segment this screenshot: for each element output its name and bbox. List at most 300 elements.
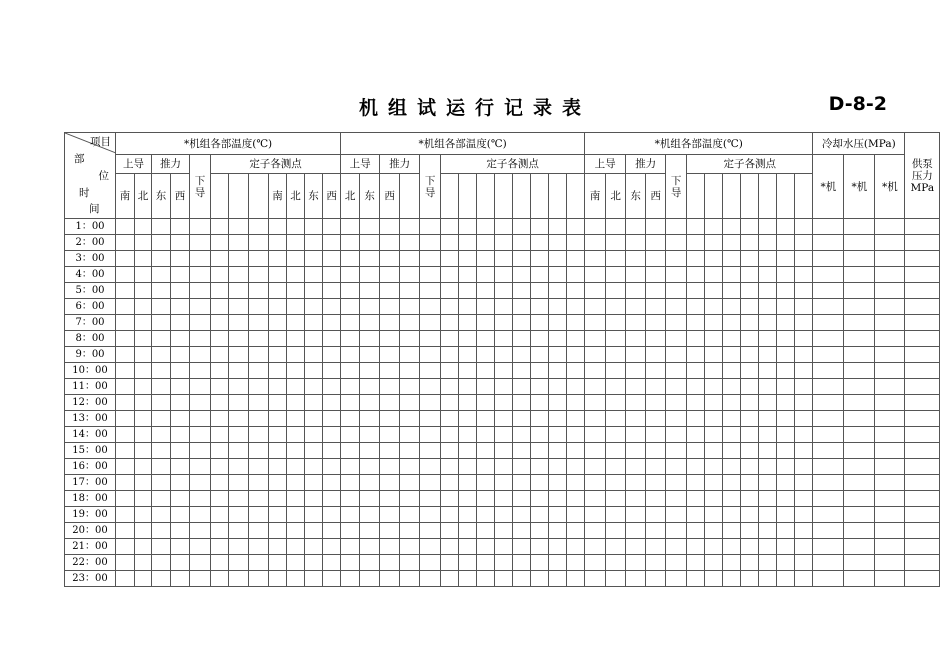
data-cell[interactable] [400,539,420,555]
data-cell[interactable] [875,523,905,539]
data-cell[interactable] [305,395,323,411]
data-cell[interactable] [567,347,585,363]
data-cell[interactable] [380,443,400,459]
data-cell[interactable] [606,555,626,571]
data-cell[interactable] [666,427,687,443]
data-cell[interactable] [459,219,477,235]
data-cell[interactable] [135,443,152,459]
data-cell[interactable] [759,443,777,459]
data-cell[interactable] [495,347,513,363]
data-cell[interactable] [190,379,211,395]
data-cell[interactable] [585,427,606,443]
data-cell[interactable] [795,283,813,299]
data-cell[interactable] [420,523,441,539]
data-cell[interactable] [585,395,606,411]
data-cell[interactable] [323,523,341,539]
data-cell[interactable] [705,507,723,523]
data-cell[interactable] [567,571,585,587]
data-cell[interactable] [626,443,646,459]
data-cell[interactable] [567,219,585,235]
data-cell[interactable] [190,555,211,571]
data-cell[interactable] [269,555,287,571]
data-cell[interactable] [190,523,211,539]
data-cell[interactable] [626,395,646,411]
data-cell[interactable] [190,299,211,315]
data-cell[interactable] [777,235,795,251]
data-cell[interactable] [116,491,135,507]
data-cell[interactable] [705,283,723,299]
data-cell[interactable] [360,539,380,555]
data-cell[interactable] [549,491,567,507]
data-cell[interactable] [229,555,249,571]
data-cell[interactable] [441,507,459,523]
data-cell[interactable] [420,539,441,555]
data-cell[interactable] [687,379,705,395]
data-cell[interactable] [626,571,646,587]
data-cell[interactable] [875,251,905,267]
data-cell[interactable] [360,299,380,315]
data-cell[interactable] [741,267,759,283]
data-cell[interactable] [420,475,441,491]
data-cell[interactable] [269,571,287,587]
data-cell[interactable] [666,491,687,507]
data-cell[interactable] [687,331,705,347]
data-cell[interactable] [844,491,875,507]
data-cell[interactable] [777,523,795,539]
data-cell[interactable] [844,267,875,283]
data-cell[interactable] [360,555,380,571]
data-cell[interactable] [567,395,585,411]
data-cell[interactable] [905,395,940,411]
data-cell[interactable] [606,251,626,267]
data-cell[interactable] [513,315,531,331]
data-cell[interactable] [813,539,844,555]
data-cell[interactable] [646,459,666,475]
data-cell[interactable] [759,235,777,251]
data-cell[interactable] [844,395,875,411]
data-cell[interactable] [459,395,477,411]
data-cell[interactable] [305,315,323,331]
data-cell[interactable] [400,555,420,571]
data-cell[interactable] [777,475,795,491]
data-cell[interactable] [626,427,646,443]
data-cell[interactable] [723,299,741,315]
data-cell[interactable] [249,283,269,299]
data-cell[interactable] [269,267,287,283]
data-cell[interactable] [135,363,152,379]
data-cell[interactable] [795,235,813,251]
data-cell[interactable] [606,219,626,235]
data-cell[interactable] [844,235,875,251]
data-cell[interactable] [513,491,531,507]
data-cell[interactable] [531,267,549,283]
data-cell[interactable] [741,331,759,347]
data-cell[interactable] [495,267,513,283]
data-cell[interactable] [495,219,513,235]
data-cell[interactable] [531,251,549,267]
data-cell[interactable] [190,571,211,587]
data-cell[interactable] [441,347,459,363]
data-cell[interactable] [152,331,171,347]
data-cell[interactable] [341,507,360,523]
data-cell[interactable] [513,555,531,571]
data-cell[interactable] [741,443,759,459]
data-cell[interactable] [687,299,705,315]
data-cell[interactable] [323,555,341,571]
data-cell[interactable] [723,459,741,475]
data-cell[interactable] [171,315,190,331]
data-cell[interactable] [116,283,135,299]
data-cell[interactable] [705,411,723,427]
data-cell[interactable] [813,507,844,523]
data-cell[interactable] [380,475,400,491]
data-cell[interactable] [211,379,229,395]
data-cell[interactable] [666,555,687,571]
data-cell[interactable] [477,571,495,587]
data-cell[interactable] [360,379,380,395]
data-cell[interactable] [705,235,723,251]
data-cell[interactable] [249,219,269,235]
data-cell[interactable] [400,331,420,347]
data-cell[interactable] [646,555,666,571]
data-cell[interactable] [905,299,940,315]
data-cell[interactable] [626,411,646,427]
data-cell[interactable] [705,427,723,443]
data-cell[interactable] [567,459,585,475]
data-cell[interactable] [341,315,360,331]
data-cell[interactable] [875,331,905,347]
data-cell[interactable] [531,443,549,459]
data-cell[interactable] [380,507,400,523]
data-cell[interactable] [905,283,940,299]
data-cell[interactable] [813,267,844,283]
data-cell[interactable] [323,379,341,395]
data-cell[interactable] [567,443,585,459]
data-cell[interactable] [229,411,249,427]
data-cell[interactable] [567,315,585,331]
data-cell[interactable] [116,347,135,363]
data-cell[interactable] [135,411,152,427]
data-cell[interactable] [513,523,531,539]
data-cell[interactable] [420,363,441,379]
data-cell[interactable] [513,347,531,363]
data-cell[interactable] [116,363,135,379]
data-cell[interactable] [723,283,741,299]
data-cell[interactable] [905,523,940,539]
data-cell[interactable] [687,347,705,363]
data-cell[interactable] [875,507,905,523]
data-cell[interactable] [626,459,646,475]
data-cell[interactable] [171,491,190,507]
data-cell[interactable] [549,507,567,523]
data-cell[interactable] [606,491,626,507]
data-cell[interactable] [844,379,875,395]
data-cell[interactable] [585,491,606,507]
data-cell[interactable] [229,331,249,347]
data-cell[interactable] [360,315,380,331]
data-cell[interactable] [269,299,287,315]
data-cell[interactable] [152,219,171,235]
data-cell[interactable] [549,523,567,539]
data-cell[interactable] [249,315,269,331]
data-cell[interactable] [646,363,666,379]
data-cell[interactable] [495,251,513,267]
data-cell[interactable] [441,411,459,427]
data-cell[interactable] [190,251,211,267]
data-cell[interactable] [420,443,441,459]
data-cell[interactable] [305,363,323,379]
data-cell[interactable] [795,539,813,555]
data-cell[interactable] [400,411,420,427]
data-cell[interactable] [777,379,795,395]
data-cell[interactable] [360,347,380,363]
data-cell[interactable] [400,443,420,459]
data-cell[interactable] [813,283,844,299]
data-cell[interactable] [687,571,705,587]
data-cell[interactable] [323,507,341,523]
data-cell[interactable] [531,475,549,491]
data-cell[interactable] [249,427,269,443]
data-cell[interactable] [531,507,549,523]
data-cell[interactable] [759,475,777,491]
data-cell[interactable] [360,523,380,539]
data-cell[interactable] [249,251,269,267]
data-cell[interactable] [666,219,687,235]
data-cell[interactable] [269,539,287,555]
data-cell[interactable] [305,331,323,347]
data-cell[interactable] [905,235,940,251]
data-cell[interactable] [666,459,687,475]
data-cell[interactable] [687,539,705,555]
data-cell[interactable] [705,267,723,283]
data-cell[interactable] [152,443,171,459]
data-cell[interactable] [759,539,777,555]
data-cell[interactable] [152,571,171,587]
data-cell[interactable] [741,299,759,315]
data-cell[interactable] [567,523,585,539]
data-cell[interactable] [211,363,229,379]
data-cell[interactable] [687,507,705,523]
data-cell[interactable] [171,251,190,267]
data-cell[interactable] [723,267,741,283]
data-cell[interactable] [249,363,269,379]
data-cell[interactable] [844,347,875,363]
data-cell[interactable] [116,395,135,411]
data-cell[interactable] [844,283,875,299]
data-cell[interactable] [135,299,152,315]
data-cell[interactable] [229,427,249,443]
data-cell[interactable] [229,571,249,587]
data-cell[interactable] [190,427,211,443]
data-cell[interactable] [606,507,626,523]
data-cell[interactable] [795,251,813,267]
data-cell[interactable] [795,363,813,379]
data-cell[interactable] [795,555,813,571]
data-cell[interactable] [585,331,606,347]
data-cell[interactable] [287,331,305,347]
data-cell[interactable] [135,395,152,411]
data-cell[interactable] [441,427,459,443]
data-cell[interactable] [666,571,687,587]
data-cell[interactable] [646,299,666,315]
data-cell[interactable] [531,555,549,571]
data-cell[interactable] [211,539,229,555]
data-cell[interactable] [152,347,171,363]
data-cell[interactable] [323,443,341,459]
data-cell[interactable] [400,235,420,251]
data-cell[interactable] [477,539,495,555]
data-cell[interactable] [229,539,249,555]
data-cell[interactable] [666,283,687,299]
data-cell[interactable] [135,427,152,443]
data-cell[interactable] [777,267,795,283]
data-cell[interactable] [305,459,323,475]
data-cell[interactable] [513,539,531,555]
data-cell[interactable] [459,411,477,427]
data-cell[interactable] [171,427,190,443]
data-cell[interactable] [585,379,606,395]
data-cell[interactable] [705,363,723,379]
data-cell[interactable] [305,267,323,283]
data-cell[interactable] [171,475,190,491]
data-cell[interactable] [269,459,287,475]
data-cell[interactable] [135,219,152,235]
data-cell[interactable] [777,539,795,555]
data-cell[interactable] [459,555,477,571]
data-cell[interactable] [135,571,152,587]
data-cell[interactable] [531,459,549,475]
data-cell[interactable] [795,347,813,363]
data-cell[interactable] [585,283,606,299]
data-cell[interactable] [269,507,287,523]
data-cell[interactable] [585,235,606,251]
data-cell[interactable] [495,235,513,251]
data-cell[interactable] [477,219,495,235]
data-cell[interactable] [666,411,687,427]
data-cell[interactable] [666,251,687,267]
data-cell[interactable] [549,219,567,235]
data-cell[interactable] [875,443,905,459]
data-cell[interactable] [360,475,380,491]
data-cell[interactable] [905,379,940,395]
data-cell[interactable] [287,523,305,539]
data-cell[interactable] [666,443,687,459]
data-cell[interactable] [844,251,875,267]
data-cell[interactable] [687,267,705,283]
data-cell[interactable] [116,427,135,443]
data-cell[interactable] [116,555,135,571]
data-cell[interactable] [441,523,459,539]
data-cell[interactable] [211,475,229,491]
data-cell[interactable] [116,507,135,523]
data-cell[interactable] [759,571,777,587]
data-cell[interactable] [287,555,305,571]
data-cell[interactable] [585,251,606,267]
data-cell[interactable] [323,427,341,443]
data-cell[interactable] [531,315,549,331]
data-cell[interactable] [441,299,459,315]
data-cell[interactable] [741,523,759,539]
data-cell[interactable] [211,395,229,411]
data-cell[interactable] [741,235,759,251]
data-cell[interactable] [380,427,400,443]
data-cell[interactable] [723,571,741,587]
data-cell[interactable] [723,395,741,411]
data-cell[interactable] [380,251,400,267]
data-cell[interactable] [513,331,531,347]
data-cell[interactable] [323,219,341,235]
data-cell[interactable] [705,443,723,459]
data-cell[interactable] [190,475,211,491]
data-cell[interactable] [305,235,323,251]
data-cell[interactable] [249,331,269,347]
data-cell[interactable] [135,267,152,283]
data-cell[interactable] [687,427,705,443]
data-cell[interactable] [380,235,400,251]
data-cell[interactable] [795,427,813,443]
data-cell[interactable] [441,571,459,587]
data-cell[interactable] [777,459,795,475]
data-cell[interactable] [567,427,585,443]
data-cell[interactable] [211,219,229,235]
data-cell[interactable] [380,539,400,555]
data-cell[interactable] [287,427,305,443]
data-cell[interactable] [606,427,626,443]
data-cell[interactable] [171,507,190,523]
data-cell[interactable] [495,395,513,411]
data-cell[interactable] [287,299,305,315]
data-cell[interactable] [549,299,567,315]
data-cell[interactable] [813,475,844,491]
data-cell[interactable] [626,363,646,379]
data-cell[interactable] [585,219,606,235]
data-cell[interactable] [477,523,495,539]
data-cell[interactable] [549,347,567,363]
data-cell[interactable] [495,315,513,331]
data-cell[interactable] [249,539,269,555]
data-cell[interactable] [813,363,844,379]
data-cell[interactable] [116,475,135,491]
data-cell[interactable] [875,539,905,555]
data-cell[interactable] [190,363,211,379]
data-cell[interactable] [875,555,905,571]
data-cell[interactable] [171,283,190,299]
data-cell[interactable] [341,283,360,299]
data-cell[interactable] [646,235,666,251]
data-cell[interactable] [687,443,705,459]
data-cell[interactable] [705,331,723,347]
data-cell[interactable] [875,475,905,491]
data-cell[interactable] [190,443,211,459]
data-cell[interactable] [531,283,549,299]
data-cell[interactable] [420,411,441,427]
data-cell[interactable] [190,235,211,251]
data-cell[interactable] [190,347,211,363]
data-cell[interactable] [116,299,135,315]
data-cell[interactable] [420,315,441,331]
data-cell[interactable] [905,491,940,507]
data-cell[interactable] [646,411,666,427]
data-cell[interactable] [531,539,549,555]
data-cell[interactable] [323,235,341,251]
data-cell[interactable] [513,443,531,459]
data-cell[interactable] [152,283,171,299]
data-cell[interactable] [360,571,380,587]
data-cell[interactable] [459,507,477,523]
data-cell[interactable] [759,459,777,475]
data-cell[interactable] [813,251,844,267]
data-cell[interactable] [666,395,687,411]
